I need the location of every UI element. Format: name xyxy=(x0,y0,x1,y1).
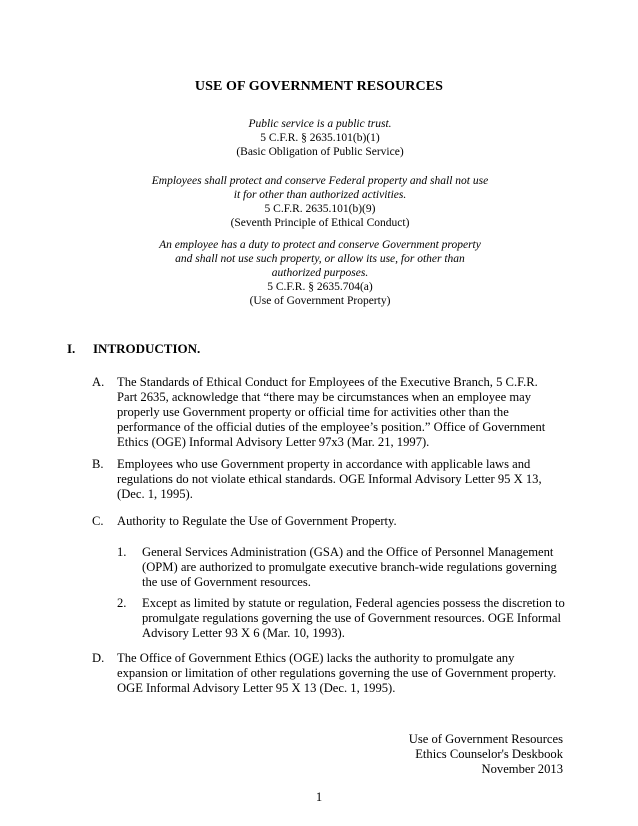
text-line: performance of the official duties of the employee’s position.” Office of Government xyxy=(117,420,546,434)
text-line: Except as limited by statute or regulation, Federal agencies possess the discretion to xyxy=(142,596,565,610)
list-item-text xyxy=(142,596,582,641)
page-number: 1 xyxy=(315,790,323,804)
list-item-text xyxy=(117,651,567,696)
epigraph-citation: 5 C.F.R. § 2635.101(b)(1) xyxy=(260,132,380,144)
epigraph-citation: 5 C.F.R. 2635.101(b)(9) xyxy=(264,203,376,215)
text-line: (Dec. 1, 1995). xyxy=(117,487,193,501)
epigraph-citation: 5 C.F.R. § 2635.704(a) xyxy=(267,281,373,293)
list-item-text xyxy=(117,457,567,502)
text-line: (OPM) are authorized to promulgate executive branch-wide regulations governing xyxy=(142,560,557,574)
list-item-label: 1. xyxy=(117,545,127,559)
text-line: Ethics (OGE) Informal Advisory Letter 97x3 (Mar. 21, 1997). xyxy=(117,435,430,449)
footer-line: November 2013 xyxy=(481,762,563,776)
list-item-label: B. xyxy=(92,457,104,471)
text-line: properly use Government property or official time for activities other than the xyxy=(117,405,509,419)
text-line: Employees who use Government property in accordance with applicable laws and xyxy=(117,457,531,471)
epigraph-public-trust xyxy=(120,117,520,159)
footer-line: Use of Government Resources xyxy=(408,732,563,746)
list-item-text xyxy=(117,514,567,529)
document-title: USE OF GOVERNMENT RESOURCES xyxy=(194,79,444,94)
section-heading-introduction xyxy=(67,341,200,357)
list-item-label: D. xyxy=(92,651,105,665)
text-line: Authority to Regulate the Use of Government Property. xyxy=(117,514,397,528)
text-line: the use of Government resources. xyxy=(142,575,311,589)
epigraph-quote-line: it for other than authorized activities. xyxy=(233,189,407,201)
text-line: expansion or limitation of other regulations governing the use of Government property. xyxy=(117,666,557,680)
epigraph-quote-line: Employees shall protect and conserve Federal property and shall not use xyxy=(151,175,489,187)
epigraph-quote-line: An employee has a duty to protect and conserve Government property xyxy=(159,239,481,251)
epigraph-use-of-property xyxy=(120,238,520,308)
list-item-label: A. xyxy=(92,375,105,389)
epigraph-source: (Basic Obligation of Public Service) xyxy=(236,146,404,158)
section-number: I. xyxy=(67,341,76,356)
text-line: The Office of Government Ethics (OGE) lacks the authority to promulgate any xyxy=(117,651,515,665)
text-line: The Standards of Ethical Conduct for Employees of the Executive Branch, 5 C.F.R. xyxy=(117,375,538,389)
text-line: General Services Administration (GSA) and the Office of Personnel Management xyxy=(142,545,554,559)
list-item-text xyxy=(142,545,582,590)
epigraph-source: (Seventh Principle of Ethical Conduct) xyxy=(230,217,410,229)
text-line: Advisory Letter 93 X 6 (Mar. 10, 1993). xyxy=(142,626,345,640)
list-item-text xyxy=(117,375,567,450)
text-line: regulations do not violate ethical standards. OGE Informal Advisory Letter 95 X 13, xyxy=(117,472,542,486)
epigraph-seventh-principle xyxy=(120,174,520,230)
epigraph-quote-line: and shall not use such property, or allow its use, for other than xyxy=(175,253,465,265)
footer-line: Ethics Counselor's Deskbook xyxy=(415,747,563,761)
section-title: INTRODUCTION. xyxy=(93,341,201,356)
list-item-label: 2. xyxy=(117,596,127,610)
epigraph-source: (Use of Government Property) xyxy=(249,295,391,307)
epigraph-quote-line: authorized purposes. xyxy=(271,267,369,279)
epigraph-quote-line: Public service is a public trust. xyxy=(248,118,392,130)
text-line: OGE Informal Advisory Letter 95 X 13 (Dec. 1, 1995). xyxy=(117,681,396,695)
page-footer xyxy=(409,732,563,777)
text-line: Part 2635, acknowledge that “there may be circumstances when an employee may xyxy=(117,390,532,404)
list-item-label: C. xyxy=(92,514,104,528)
text-line: promulgate regulations governing the use of Government resources. OGE Informal xyxy=(142,611,561,625)
